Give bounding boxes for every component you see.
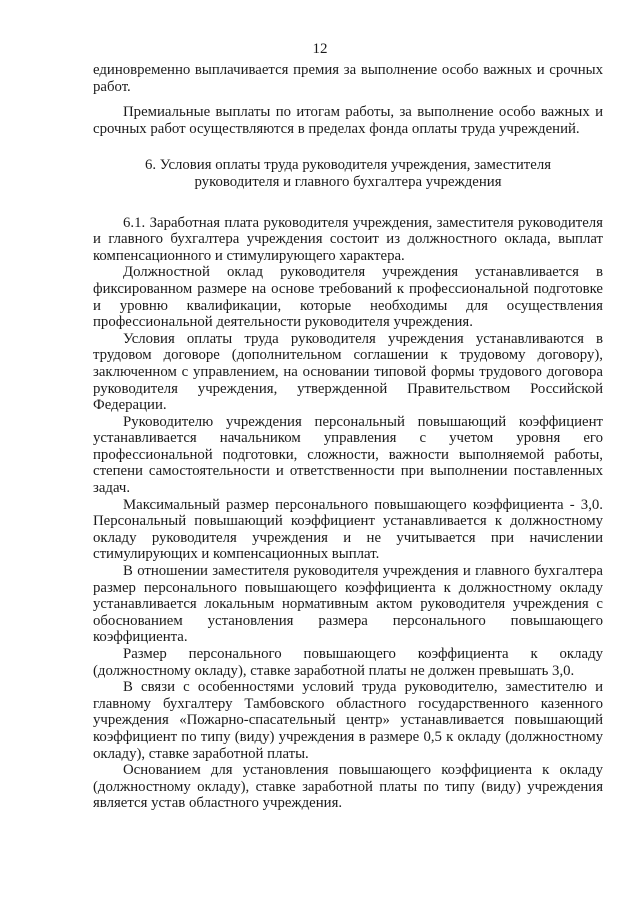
- paragraph-special-conditions: В связи с особенностями условий труда руководителю, заместителю и главному бухгалтеру Тамбовского областного государственного казенного учреждения «Пожарно-спасательный центр» устанавливается повышающий коэффициент по типу (виду) учреждения в размере 0,5 к окладу (должностному окладу), ставке заработной платы.: [93, 679, 603, 762]
- paragraph-labor-conditions: Условия оплаты труда руководителя учреждения устанавливаются в трудовом договоре (дополнительном соглашении к трудовому договору), заключенном с управлением, на основании типовой формы трудового договора руководителя учреждения, утвержденной Правительством Российской Федерации.: [93, 330, 603, 414]
- paragraph-max-coefficient: Максимальный размер персонального повышающего коэффициента - 3,0. Персональный повышающий коэффициент устанавливается к должностному окладу руководителя учреждения и не учитывается при начислении стимулирующих и компенсационных выплат.: [93, 496, 603, 563]
- paragraph-deputy-accountant: В отношении заместителя руководителя учреждения и главного бухгалтера размер персонального повышающего коэффициента к должностному окладу устанавливается локальным нормативным актом руководителя учреждения с обоснованием установления размера персонального повышающего коэффициента.: [93, 563, 603, 646]
- paragraph-official-salary: Должностной оклад руководителя учреждения устанавливается в фиксированном размере на основе требований к профессиональной подготовке и уровню квалификации, которые необходимы для осуществления профессиональной деятельности руководителя учреждения.: [93, 264, 603, 331]
- paragraph-personal-coefficient: Руководителю учреждения персональный повышающий коэффициент устанавливается начальником управления с учетом уровня его профессиональной подготовки, сложности, важности выполняемой работы, степени самостоятельности и ответственности при выполнении поставленных задач.: [93, 413, 603, 497]
- paragraph-continuation: единовременно выплачивается премия за выполнение особо важных и срочных работ.: [93, 62, 603, 95]
- document-body: [93, 62, 603, 812]
- page-number: 12: [312, 41, 328, 57]
- paragraph-basis: Основанием для установления повышающего коэффициента к окладу (должностному окладу), ставке заработной платы по типу (виду) учреждения является устав областного учреждения.: [93, 762, 603, 812]
- paragraph-bonus-payments: Премиальные выплаты по итогам работы, за выполнение особо важных и срочных работ осуществляются в пределах фонда оплаты труда учреждений.: [93, 104, 603, 137]
- section-heading: 6. Условия оплаты труда руководителя учреждения, заместителя руководителя и главного бухгалтера учреждения: [144, 157, 552, 190]
- paragraph-coefficient-limit: Размер персонального повышающего коэффициента к окладу (должностному окладу), ставке заработной платы не должен превышать 3,0.: [93, 646, 603, 679]
- paragraph-6-1: 6.1. Заработная плата руководителя учреждения, заместителя руководителя и главного бухгалтера учреждения состоит из должностного оклада, выплат компенсационного и стимулирующего характера.: [93, 214, 603, 264]
